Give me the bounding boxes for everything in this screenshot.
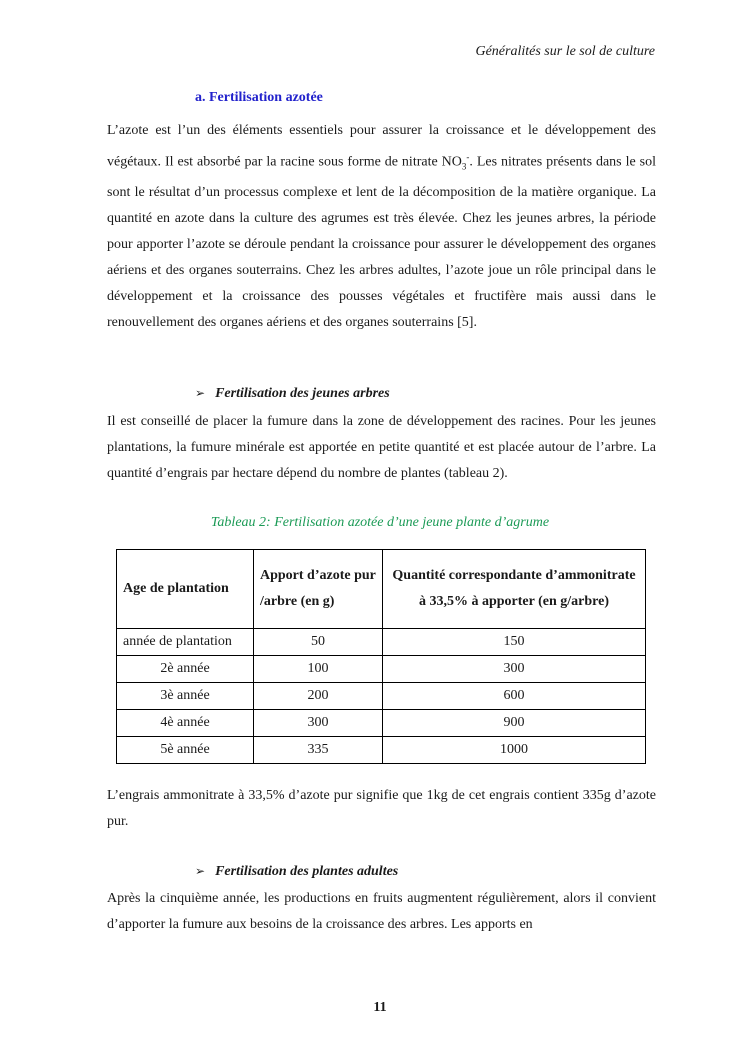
running-header: Généralités sur le sol de culture	[475, 44, 655, 59]
superscript: -	[466, 152, 470, 163]
table-cell: 900	[383, 710, 646, 737]
table-cell: année de plantation	[117, 629, 254, 656]
subheading-young-trees	[195, 386, 390, 402]
table-cell: 200	[254, 683, 383, 710]
table-row	[117, 737, 646, 764]
paragraph-ammonitrate: L’engrais ammonitrate à 33,5% d’azote pur signifie que 1kg de cet engrais contient 335g d’azote pur.	[107, 788, 656, 830]
table-header-row	[117, 550, 646, 629]
paragraph-text: . Les nitrates présents dans le sol sont le résultat d’un processus complexe et lent de la décomposition de la matière organique. La quantité en azote dans la culture des agrumes est très élevée. Chez les jeunes arbres, la période pour apporter l’azote se déroule pendant la croissance pour assurer le développement des organes aériens et des organes souterrains. Chez les arbres adultes, l’azote joue un rôle principal dans le développement et la croissance des pousses végétales et fructifère mais aussi dans le renouvellement des organes aériens et des organes souterrains [5].	[107, 154, 656, 331]
table-row	[117, 656, 646, 683]
table-row	[117, 683, 646, 710]
paragraph-adult-plants: Après la cinquième année, les productions en fruits augmentent régulièrement, alors il convient d’apporter la fumure aux besoins de la croissance des arbres. Les apports en	[107, 891, 656, 933]
paragraph-young-trees: Il est conseillé de placer la fumure dans la zone de développement des racines. Pour les jeunes plantations, la fumure minérale est apportée en petite quantité et est placée autour de l’arbre. La quantité d’engrais par hectare dépend du nombre de plantes (tableau 2).	[107, 414, 656, 482]
paragraph-text: L’azote est l’un des éléments essentiels pour assurer la croissance et le développement des végétaux. Il est absorbé par la racine sous forme de nitrate NO	[107, 123, 656, 170]
page-number: 11	[373, 1000, 387, 1015]
table-cell: 3è année	[117, 683, 254, 710]
table-cell: 2è année	[117, 656, 254, 683]
table-cell: 50	[254, 629, 383, 656]
table-cell: 300	[254, 710, 383, 737]
section-title: a. Fertilisation azotée	[195, 90, 323, 105]
table-caption: Tableau 2: Fertilisation azotée d’une jeune plante d’agrume	[210, 515, 550, 530]
paragraph-nitrogen-intro	[107, 118, 656, 336]
table-cell: 600	[383, 683, 646, 710]
subheading-adult-plants	[195, 864, 398, 880]
table-row	[117, 710, 646, 737]
table-row	[117, 629, 646, 656]
table-header-cell: Quantité correspondante d’ammonitrate à 33,5% à apporter (en g/arbre)	[383, 550, 646, 629]
table-cell: 1000	[383, 737, 646, 764]
table-cell: 300	[383, 656, 646, 683]
subscript: 3	[461, 161, 467, 172]
table-header-cell: Age de plantation	[117, 550, 254, 629]
table-cell: 150	[383, 629, 646, 656]
arrow-bullet-icon: ➢	[195, 864, 206, 878]
table-cell: 5è année	[117, 737, 254, 764]
subheading-text: Fertilisation des plantes adultes	[215, 864, 399, 879]
arrow-bullet-icon: ➢	[195, 386, 206, 400]
fertilisation-table	[116, 549, 646, 764]
table-cell: 100	[254, 656, 383, 683]
table-header-cell: Apport d’azote pur /arbre (en g)	[254, 550, 383, 629]
subheading-text: Fertilisation des jeunes arbres	[215, 386, 390, 401]
table-cell: 335	[254, 737, 383, 764]
table-cell: 4è année	[117, 710, 254, 737]
